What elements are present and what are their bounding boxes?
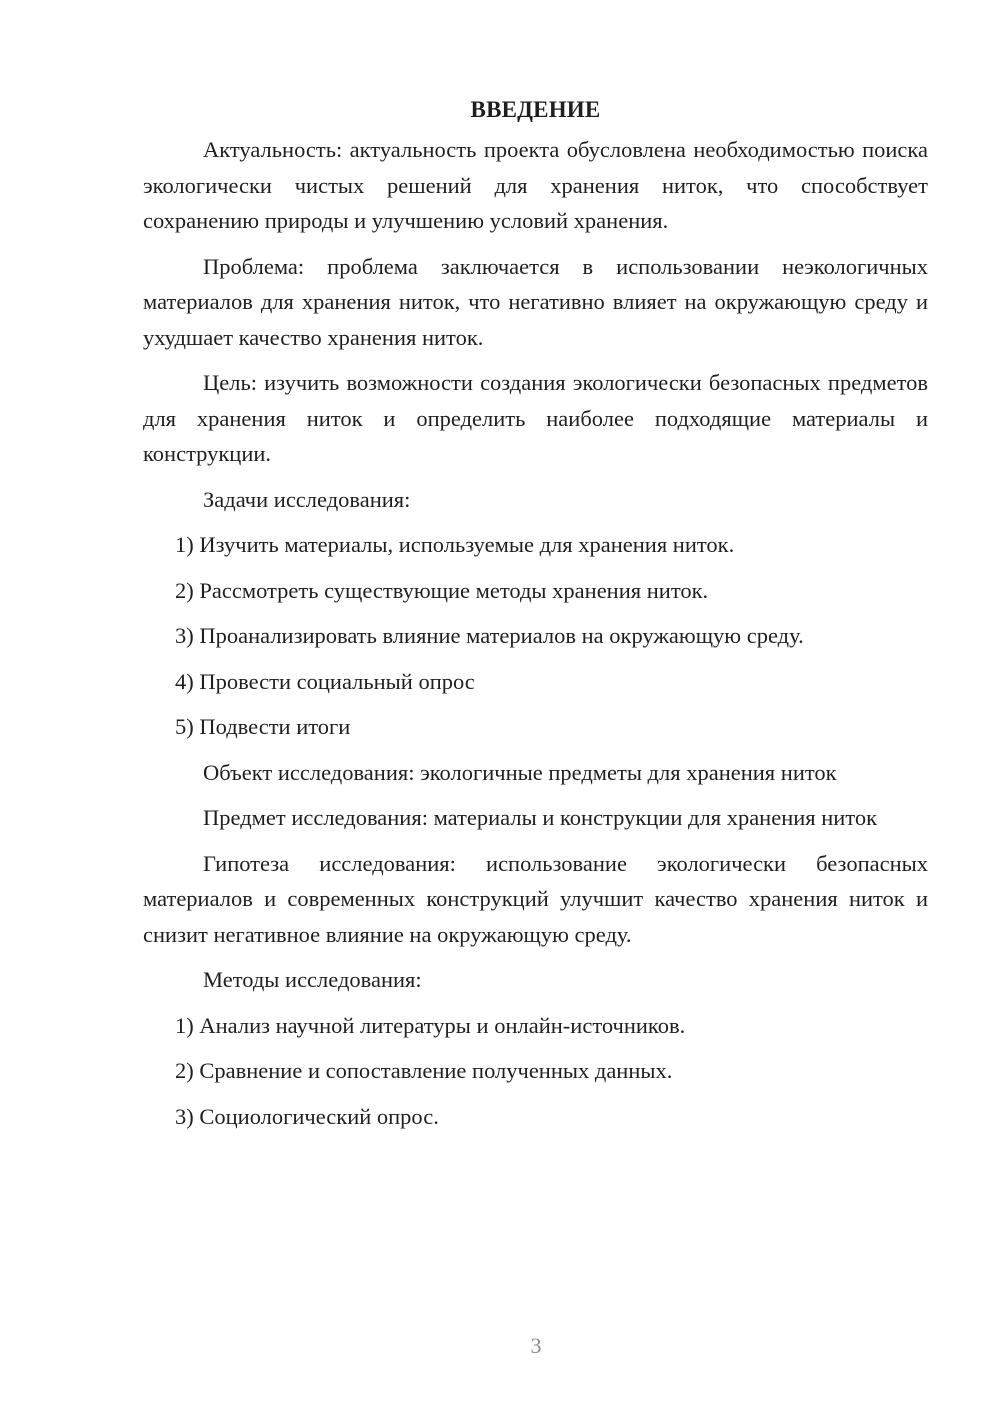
task-item: 4) Провести социальный опрос: [175, 668, 475, 694]
goal-paragraph: Цель: изучить возможности создания экологически безопасных предметов для хранения ниток и определить наиболее подходящие материалы и конструкции.: [143, 370, 928, 466]
task-item: 1) Изучить материалы, используемые для хранения ниток.: [175, 532, 735, 557]
relevance-paragraph: Актуальность: актуальность проекта обусловлена необходимостью поиска экологически чистых решений для хранения ниток, что способствует сохранению природы и улучшению условий хранения.: [143, 137, 928, 233]
subject-paragraph: Предмет исследования: материалы и конструкции для хранения ниток: [203, 805, 878, 830]
method-item: 2) Сравнение и сопоставление полученных данных.: [175, 1058, 673, 1083]
document-page: [143, 92, 928, 1144]
section-heading: ВВЕДЕНИЕ: [470, 97, 601, 122]
task-item: 5) Подвести итоги: [175, 714, 351, 739]
methods-heading: Методы исследования:: [203, 967, 422, 992]
tasks-heading: Задачи исследования:: [203, 486, 411, 512]
problem-paragraph: Проблема: проблема заключается в использовании неэкологичных материалов для хранения ниток, что негативно влияет на окружающую среду и ухудшает качество хранения ниток.: [143, 253, 928, 350]
method-item: 3) Социологический опрос.: [175, 1103, 439, 1129]
page-number: 3: [530, 1333, 542, 1358]
object-paragraph: Объект исследования: экологичные предметы для хранения ниток: [203, 759, 837, 785]
task-item: 3) Проанализировать влияние материалов на окружающую среду.: [175, 623, 804, 648]
method-item: 1) Анализ научной литературы и онлайн-источников.: [175, 1012, 686, 1038]
task-item: 2) Рассмотреть существующие методы хранения ниток.: [175, 577, 709, 603]
hypothesis-paragraph: Гипотеза исследования: использование экологически безопасных материалов и современных конструкций улучшит качество хранения ниток и снизит негативное влияние на окружающую среду.: [143, 850, 928, 947]
